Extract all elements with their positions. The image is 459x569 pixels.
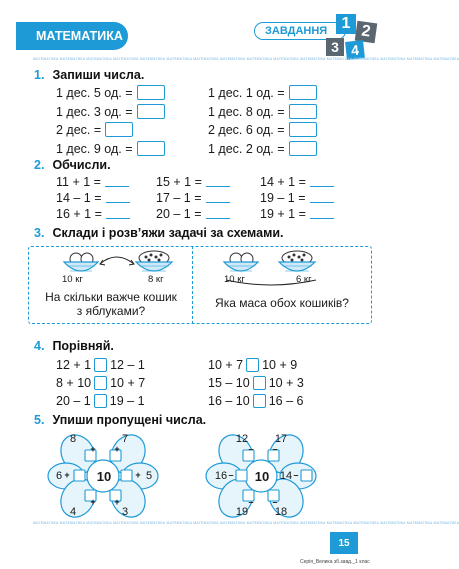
answer-line[interactable] bbox=[105, 177, 129, 187]
f2-op: – bbox=[272, 444, 278, 454]
expr: 10 + 9 bbox=[262, 358, 298, 372]
compare-box[interactable] bbox=[94, 394, 107, 408]
expr: 19 – 1 = bbox=[260, 191, 306, 205]
f1-bottom-left: 4 bbox=[69, 506, 77, 518]
f1-op: + bbox=[114, 444, 120, 454]
berry-basket-icon bbox=[136, 251, 172, 271]
task1-right-1 bbox=[208, 104, 317, 119]
left-question-line2: з яблуками? bbox=[76, 304, 146, 318]
expr: 16 – 10 bbox=[208, 394, 250, 408]
answer-line[interactable] bbox=[106, 209, 130, 219]
task2-c2-1 bbox=[156, 191, 230, 205]
expr: 12 + 1 bbox=[56, 358, 92, 372]
answer-box[interactable] bbox=[137, 141, 165, 156]
answer-line[interactable] bbox=[310, 209, 334, 219]
task2-c3-0 bbox=[260, 175, 334, 189]
f2-top-right: 17 bbox=[274, 433, 288, 445]
expr: 1 дес. 2 од. = bbox=[208, 141, 285, 156]
task2-c1-0 bbox=[56, 175, 129, 189]
task2-title bbox=[34, 158, 111, 172]
task2-c2-0 bbox=[156, 175, 230, 189]
berry-basket-icon bbox=[279, 251, 315, 271]
expr: 1 дес. 1 од. = bbox=[208, 85, 285, 100]
task1-left-2 bbox=[56, 122, 133, 137]
task2-c3-1 bbox=[260, 191, 334, 205]
task3-number: 3. bbox=[34, 226, 45, 240]
expr: 1 дес. 8 од. = bbox=[208, 104, 285, 119]
answer-box[interactable] bbox=[289, 141, 317, 156]
expr: 11 + 1 = bbox=[56, 175, 101, 189]
f1-op: + bbox=[114, 497, 120, 507]
task4-number: 4. bbox=[34, 339, 45, 353]
task2-c1-1 bbox=[56, 191, 130, 205]
expr: 16 – 6 bbox=[268, 394, 304, 408]
compare-box[interactable] bbox=[253, 376, 266, 390]
right-kg2: 6 кг bbox=[296, 274, 312, 285]
expr: 10 + 7 bbox=[110, 376, 146, 390]
watermark-strip-top: МАТЕМАТИКА МАТЕМАТИКА МАТЕМАТИКА МАТЕМАТИКА МАТЕМАТИКА МАТЕМАТИКА МАТЕМАТИКА МАТЕМАТИКА МАТЕМАТИКА МАТЕМАТИКА МАТЕМАТИКА МАТЕМАТИКА МАТЕМАТИКА МАТЕМАТИКА МАТЕМАТИКА МАТЕМАТИКА bbox=[33, 57, 459, 61]
expr: 20 – 1 = bbox=[156, 207, 202, 221]
expr: 10 + 3 bbox=[268, 376, 304, 390]
f2-center: 10 bbox=[254, 469, 270, 484]
apple-basket-icon bbox=[64, 253, 98, 271]
answer-box[interactable] bbox=[289, 85, 317, 100]
tile-2: 2 bbox=[355, 21, 378, 44]
task1-right-3 bbox=[208, 141, 317, 156]
expr: 15 – 10 bbox=[208, 376, 250, 390]
task1-left-0 bbox=[56, 85, 165, 100]
compare-box[interactable] bbox=[94, 376, 107, 390]
expr: 19 + 1 = bbox=[260, 207, 306, 221]
answer-line[interactable] bbox=[310, 177, 334, 187]
task4-right-0 bbox=[208, 358, 297, 372]
left-question-line1: На скільки важче кошик bbox=[45, 290, 177, 304]
expr: 15 + 1 = bbox=[156, 175, 202, 189]
answer-line[interactable] bbox=[206, 209, 230, 219]
task3-title-text: Склади і розв’яжи задачі за схемами. bbox=[52, 226, 284, 240]
task4-left-0 bbox=[56, 358, 145, 372]
f2-op: – bbox=[293, 470, 299, 480]
answer-box[interactable] bbox=[137, 104, 165, 119]
task3-title bbox=[34, 226, 284, 240]
compare-box[interactable] bbox=[246, 358, 259, 372]
right-question: Яка маса обох кошиків? bbox=[215, 296, 349, 310]
f2-right: 14 bbox=[279, 470, 293, 482]
f2-op: – bbox=[272, 497, 278, 507]
task2-c3-2 bbox=[260, 207, 334, 221]
compare-arrow bbox=[100, 257, 134, 264]
f1-op: + bbox=[135, 470, 141, 480]
task5-title bbox=[34, 413, 206, 427]
answer-line[interactable] bbox=[310, 193, 334, 203]
baskets-illustration bbox=[28, 246, 372, 296]
task2-number: 2. bbox=[34, 158, 45, 172]
expr: 1 дес. 5 од. = bbox=[56, 85, 133, 100]
expr: 12 – 1 bbox=[110, 358, 145, 372]
footer-note: Серія_Велика зб.завд._1 клас bbox=[300, 559, 370, 565]
f2-op: – bbox=[228, 470, 234, 480]
left-kg1: 10 кг bbox=[62, 274, 83, 285]
task2-c2-2 bbox=[156, 207, 230, 221]
answer-box[interactable] bbox=[105, 122, 133, 137]
task4-right-1 bbox=[208, 376, 304, 390]
left-kg2: 8 кг bbox=[148, 274, 164, 285]
answer-line[interactable] bbox=[206, 193, 230, 203]
task1-title bbox=[34, 68, 144, 82]
f2-left: 16 bbox=[214, 470, 228, 482]
f2-bottom-right: 18 bbox=[274, 506, 288, 518]
task1-left-1 bbox=[56, 104, 165, 119]
compare-box[interactable] bbox=[253, 394, 266, 408]
f2-op: – bbox=[248, 444, 254, 454]
answer-line[interactable] bbox=[206, 177, 230, 187]
task5-number: 5. bbox=[34, 413, 45, 427]
task4-left-1 bbox=[56, 376, 145, 390]
task4-left-2 bbox=[56, 394, 145, 408]
watermark-strip-bottom: МАТЕМАТИКА МАТЕМАТИКА МАТЕМАТИКА МАТЕМАТИКА МАТЕМАТИКА МАТЕМАТИКА МАТЕМАТИКА МАТЕМАТИКА МАТЕМАТИКА МАТЕМАТИКА МАТЕМАТИКА МАТЕМАТИКА МАТЕМАТИКА МАТЕМАТИКА МАТЕМАТИКА МАТЕМАТИКА bbox=[33, 521, 459, 525]
right-kg1: 10 кг bbox=[224, 274, 245, 285]
expr: 16 + 1 = bbox=[56, 207, 102, 221]
task1-left-3 bbox=[56, 141, 165, 156]
f2-top-left: 12 bbox=[235, 433, 249, 445]
f2-op: – bbox=[248, 497, 254, 507]
f1-op: + bbox=[90, 497, 96, 507]
task4-right-2 bbox=[208, 394, 303, 408]
answer-box[interactable] bbox=[289, 104, 317, 119]
task5-title-text: Упиши пропущені числа. bbox=[52, 413, 207, 427]
f1-center: 10 bbox=[96, 469, 112, 484]
tile-1: 1 bbox=[336, 14, 356, 34]
task1-right-2 bbox=[208, 122, 317, 137]
answer-line[interactable] bbox=[106, 193, 130, 203]
f1-right: 5 bbox=[145, 470, 153, 482]
f1-left: 6 bbox=[55, 470, 63, 482]
answer-box[interactable] bbox=[137, 85, 165, 100]
f1-top-left: 8 bbox=[69, 433, 77, 445]
compare-box[interactable] bbox=[94, 358, 107, 372]
page-number: 15 bbox=[330, 532, 358, 554]
f1-bottom-right: 3 bbox=[121, 506, 129, 518]
expr: 1 дес. 3 од. = bbox=[56, 104, 133, 119]
f2-bottom-left: 19 bbox=[235, 506, 249, 518]
f1-top-right: 7 bbox=[121, 433, 129, 445]
task1-right-0 bbox=[208, 85, 317, 100]
expr: 17 – 1 = bbox=[156, 191, 202, 205]
subject-tab bbox=[20, 22, 128, 50]
answer-box[interactable] bbox=[289, 122, 317, 137]
tasks-label: ЗАВДАННЯ bbox=[265, 25, 328, 37]
f1-op: + bbox=[90, 444, 96, 454]
expr: 1 дес. 9 од. = bbox=[56, 141, 133, 156]
task1-number: 1. bbox=[34, 68, 45, 82]
expr: 14 + 1 = bbox=[260, 175, 306, 189]
task2-title-text: Обчисли. bbox=[52, 158, 111, 172]
expr: 2 дес. 6 од. = bbox=[208, 122, 285, 137]
apple-basket-icon bbox=[224, 253, 258, 271]
subject-label: МАТЕМАТИКА bbox=[36, 29, 123, 43]
left-question bbox=[30, 290, 192, 318]
expr: 2 дес. = bbox=[56, 122, 102, 137]
task2-c1-2 bbox=[56, 207, 130, 221]
tile-3: 3 bbox=[326, 38, 344, 56]
expr: 10 + 7 bbox=[208, 358, 244, 372]
f1-op: + bbox=[64, 470, 70, 480]
expr: 8 + 10 bbox=[56, 376, 92, 390]
task4-title-text: Порівняй. bbox=[52, 339, 114, 353]
expr: 19 – 1 bbox=[109, 394, 145, 408]
tile-4: 4 bbox=[345, 40, 365, 60]
expr: 14 – 1 = bbox=[56, 191, 102, 205]
expr: 20 – 1 bbox=[56, 394, 91, 408]
task1-title-text: Запиши числа. bbox=[52, 68, 145, 82]
task4-title bbox=[34, 339, 114, 353]
